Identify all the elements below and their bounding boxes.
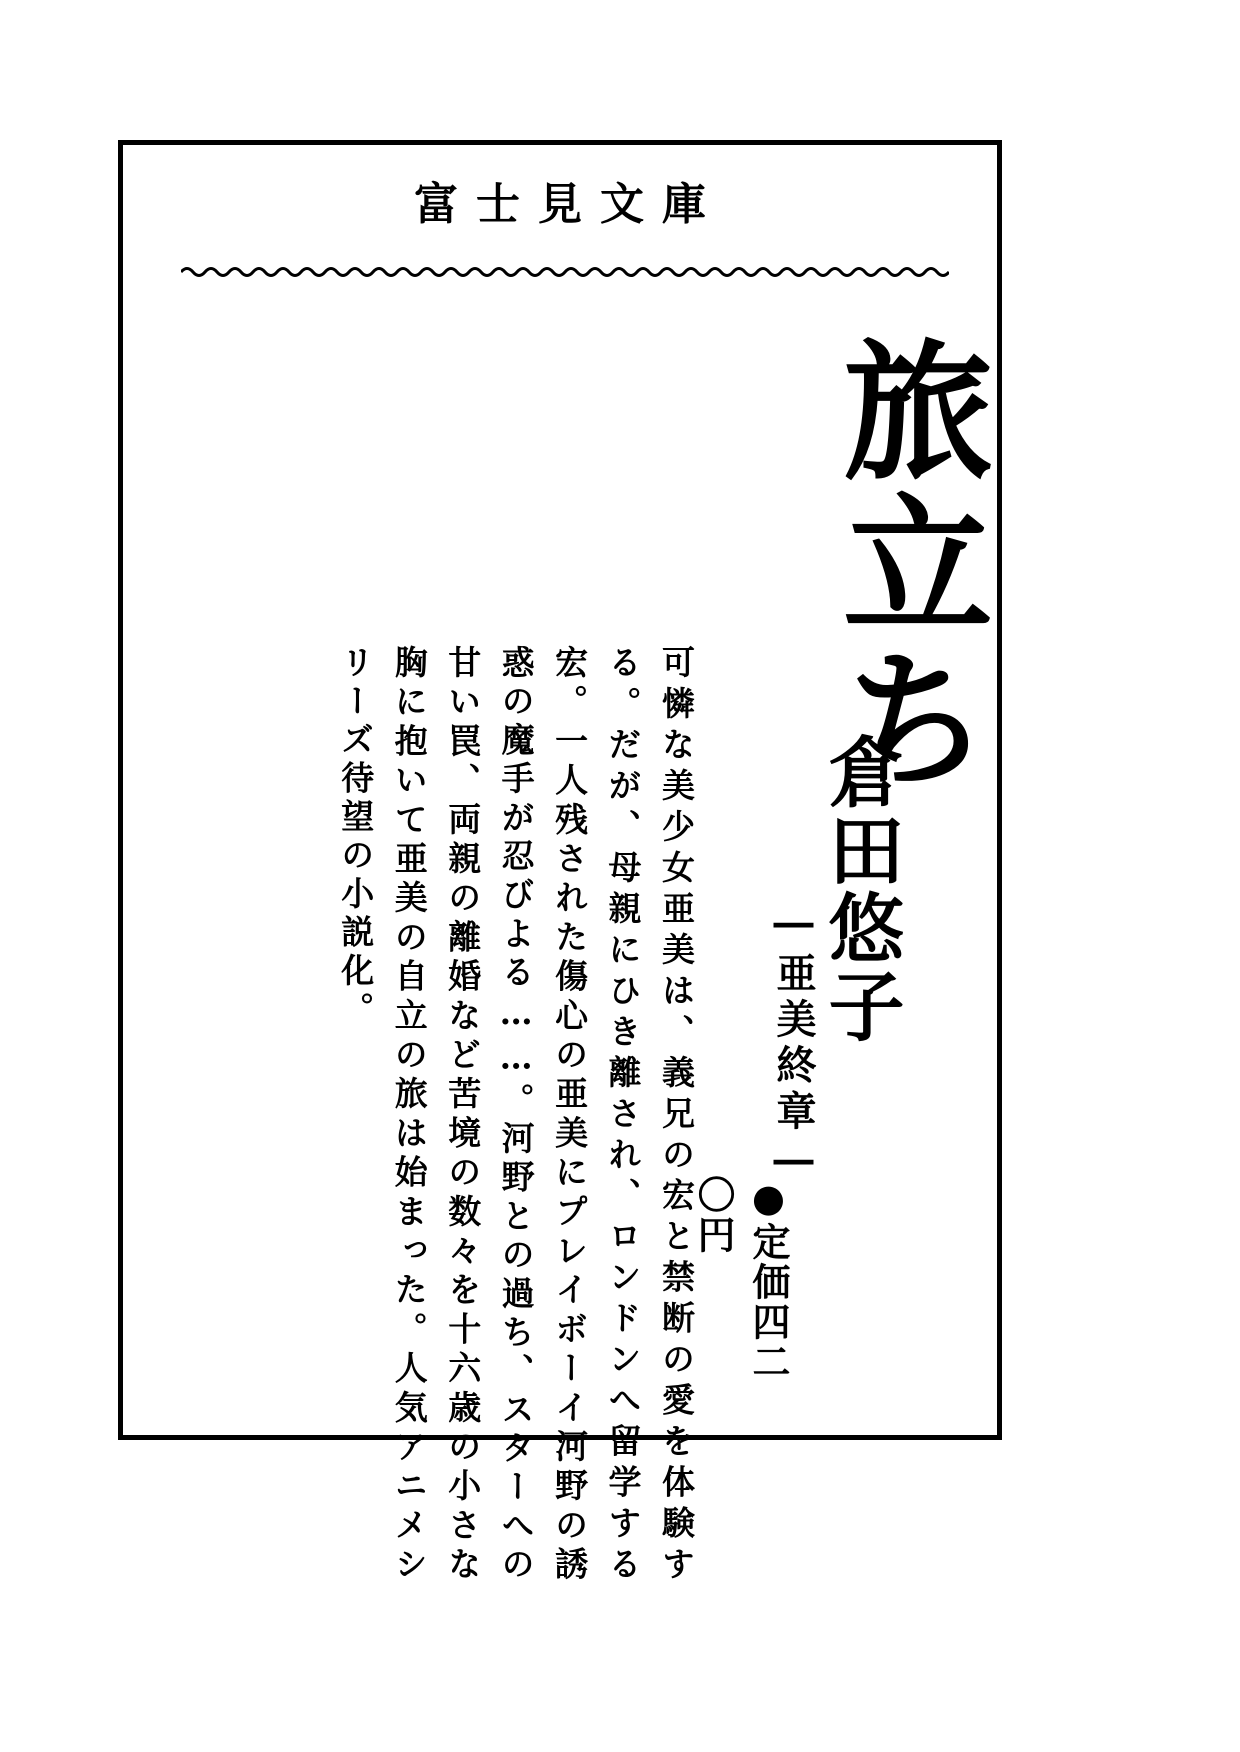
wavy-divider-icon [181,263,949,279]
vertical-text-area [123,315,1007,1586]
blurb-text: 可憐な美少女亜美は、義兄の宏と禁断の愛を体験する。だが、母親にひき離され、ロンドンへ留学する宏。一人残された傷心の亜美にプレイボーイ河野の誘惑の魔手が忍びよる……。河野との過ち、スターへの甘い罠、両親の離婚など苦境の数々を十六歳の小さな胸に抱いて亜美の自立の旅は始まった。人気アニメシリーズ待望の小説化。 [336,645,696,1586]
title-author-block [691,333,993,1413]
book-subtitle: ―亜美終章― [770,899,817,1189]
imprint-label: 富士見文庫 [414,179,724,230]
book-title: 旅立ち [817,333,993,795]
cover-border-frame [118,140,1002,1586]
author-name: 倉田悠子 [816,733,905,1045]
price-label: ●定価四二〇円 [691,1175,791,1382]
